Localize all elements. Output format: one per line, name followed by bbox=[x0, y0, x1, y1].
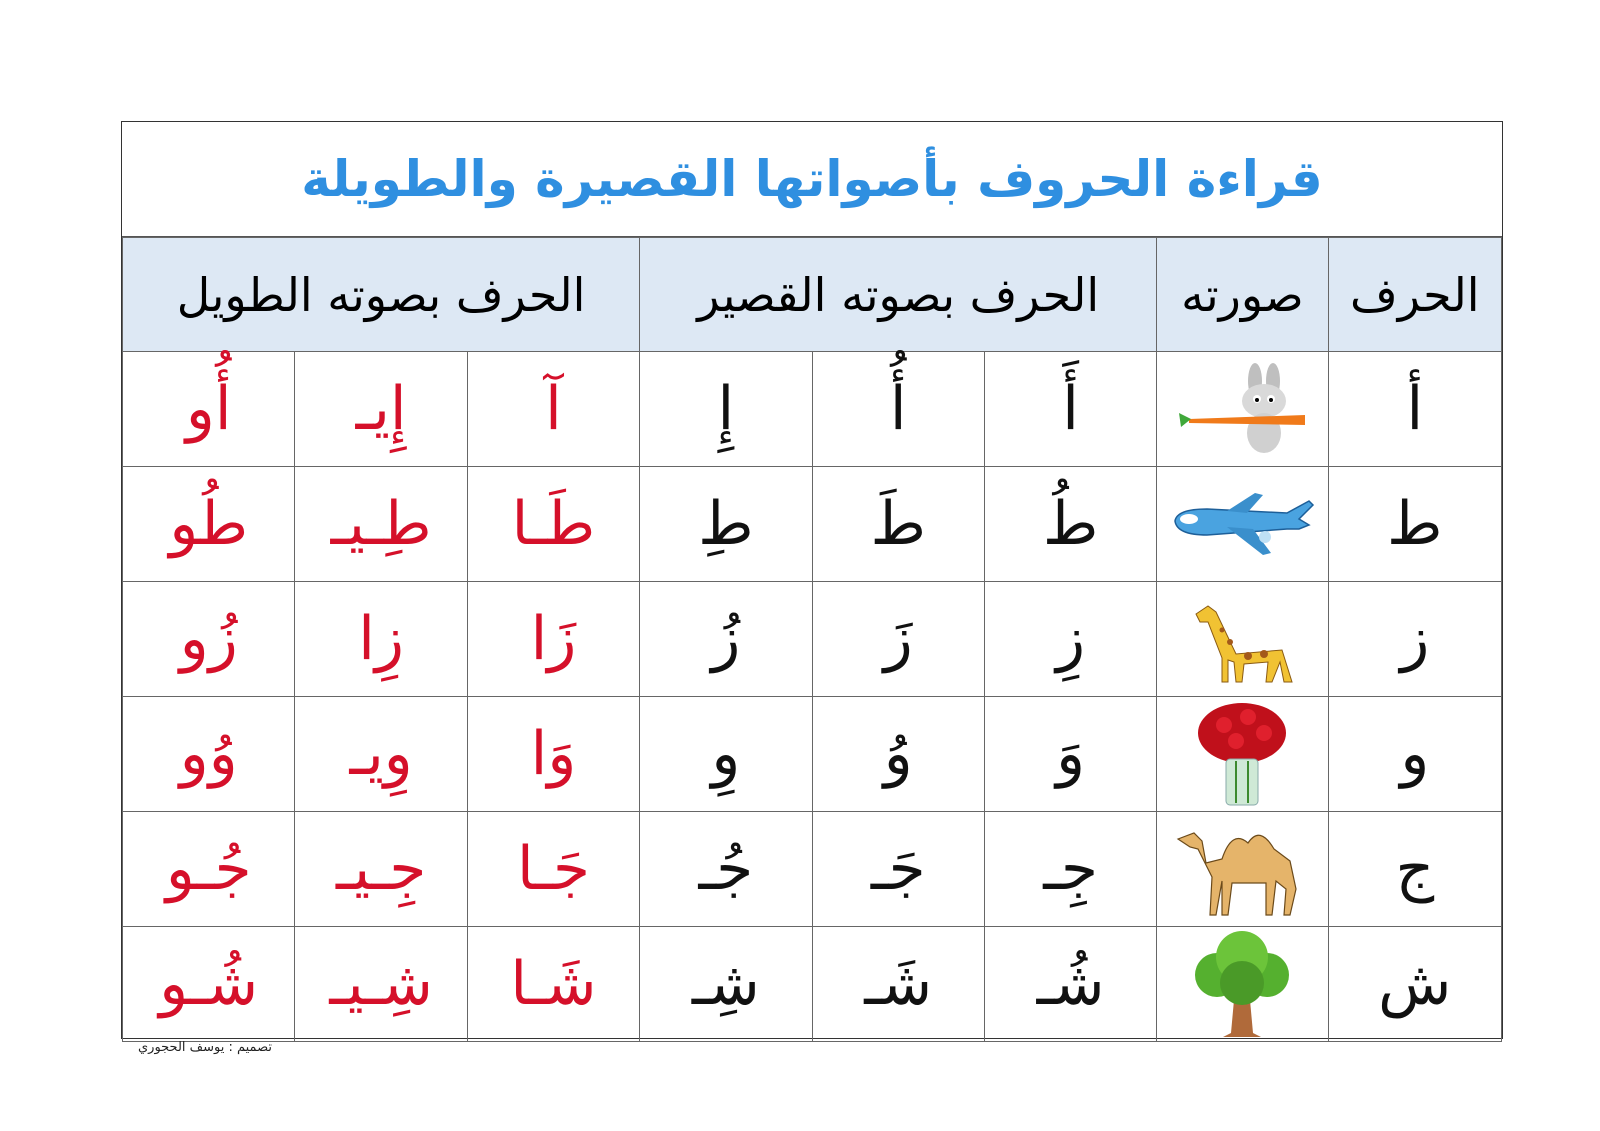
short-vowel-cell: جِـ bbox=[984, 812, 1156, 927]
header-letter: الحرف bbox=[1328, 238, 1501, 352]
long-vowel-cell: شَـا bbox=[467, 927, 639, 1042]
table-row bbox=[123, 352, 1502, 467]
tree-icon bbox=[1157, 927, 1327, 1041]
letter-cell: ز bbox=[1328, 582, 1501, 697]
giraffe-icon bbox=[1157, 582, 1327, 696]
short-vowel-cell: أُ bbox=[812, 352, 984, 467]
short-vowel-cell: شِـ bbox=[640, 927, 812, 1042]
picture-cell bbox=[1157, 582, 1328, 697]
header-short: الحرف بصوته القصير bbox=[640, 238, 1157, 352]
table-row bbox=[123, 697, 1502, 812]
short-vowel-cell: زِ bbox=[984, 582, 1156, 697]
short-vowel-cell: إِ bbox=[640, 352, 812, 467]
long-vowel-cell: آ bbox=[467, 352, 639, 467]
short-vowel-cell: وَ bbox=[984, 697, 1156, 812]
picture-cell bbox=[1157, 927, 1328, 1042]
short-vowel-cell: أَ bbox=[984, 352, 1156, 467]
table-body bbox=[123, 352, 1502, 1042]
short-vowel-cell: طَ bbox=[812, 467, 984, 582]
short-vowel-cell: وِ bbox=[640, 697, 812, 812]
camel-icon bbox=[1157, 812, 1327, 926]
title-row bbox=[122, 122, 1502, 237]
header-row bbox=[123, 238, 1502, 352]
letter-cell: ش bbox=[1328, 927, 1501, 1042]
long-vowel-cell: وَا bbox=[467, 697, 639, 812]
header-picture: صورته bbox=[1157, 238, 1328, 352]
long-vowel-cell: زُو bbox=[123, 582, 295, 697]
short-vowel-cell: شُـ bbox=[984, 927, 1156, 1042]
short-vowel-cell: طُ bbox=[984, 467, 1156, 582]
designer-credit: تصميم : يوسف الحجوري bbox=[138, 1040, 272, 1055]
long-vowel-cell: زَا bbox=[467, 582, 639, 697]
short-vowel-cell: شَـ bbox=[812, 927, 984, 1042]
airplane-icon bbox=[1157, 467, 1327, 581]
table-row bbox=[123, 812, 1502, 927]
long-vowel-cell: طَـا bbox=[467, 467, 639, 582]
short-vowel-cell: جُـ bbox=[640, 812, 812, 927]
letter-cell: ج bbox=[1328, 812, 1501, 927]
short-vowel-cell: جَـ bbox=[812, 812, 984, 927]
long-vowel-cell: طِـيـ bbox=[295, 467, 467, 582]
header-long: الحرف بصوته الطويل bbox=[123, 238, 640, 352]
page-title: قراءة الحروف بأصواتها القصيرة والطويلة bbox=[301, 150, 1323, 208]
long-vowel-cell: جِـيـ bbox=[295, 812, 467, 927]
picture-cell bbox=[1157, 467, 1328, 582]
letter-cell: أ bbox=[1328, 352, 1501, 467]
long-vowel-cell: جَـا bbox=[467, 812, 639, 927]
table-row bbox=[123, 582, 1502, 697]
rose-vase-icon bbox=[1157, 697, 1327, 811]
picture-cell bbox=[1157, 812, 1328, 927]
long-vowel-cell: شُـو bbox=[123, 927, 295, 1042]
short-vowel-cell: زُ bbox=[640, 582, 812, 697]
short-vowel-cell: طِ bbox=[640, 467, 812, 582]
rabbit-with-carrot-icon bbox=[1157, 352, 1327, 466]
picture-cell bbox=[1157, 697, 1328, 812]
long-vowel-cell: طُو bbox=[123, 467, 295, 582]
long-vowel-cell: جُـو bbox=[123, 812, 295, 927]
table-row bbox=[123, 467, 1502, 582]
long-vowel-cell: أُو bbox=[123, 352, 295, 467]
picture-cell bbox=[1157, 352, 1328, 467]
table-row bbox=[123, 927, 1502, 1042]
short-vowel-cell: وُ bbox=[812, 697, 984, 812]
short-vowel-cell: زَ bbox=[812, 582, 984, 697]
long-vowel-cell: زِا bbox=[295, 582, 467, 697]
letter-cell: ط bbox=[1328, 467, 1501, 582]
long-vowel-cell: إِيـ bbox=[295, 352, 467, 467]
letter-cell: و bbox=[1328, 697, 1501, 812]
long-vowel-cell: شِـيـ bbox=[295, 927, 467, 1042]
long-vowel-cell: وِيـ bbox=[295, 697, 467, 812]
letters-table bbox=[122, 237, 1502, 1042]
worksheet bbox=[121, 121, 1503, 1039]
long-vowel-cell: وُو bbox=[123, 697, 295, 812]
